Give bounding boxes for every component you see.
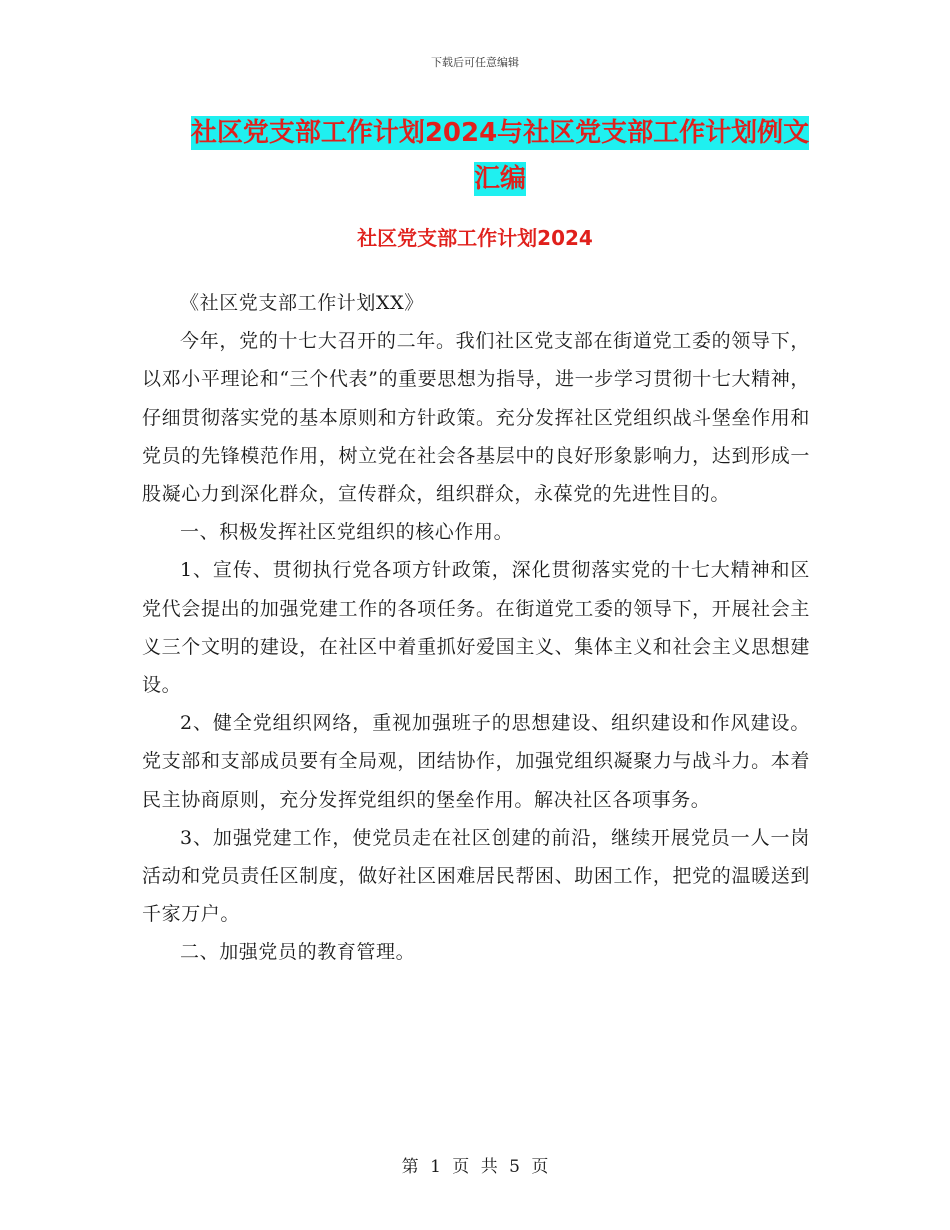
paragraph-heading-2: 二、加强党员的教育管理。 bbox=[180, 941, 416, 964]
header-note: 下载后可任意编辑 bbox=[431, 56, 519, 69]
title-line-2: 汇编 bbox=[473, 164, 526, 194]
paragraph-item-2: 2、健全党组织网络，重视加强班子的思想建设、组织建设和作风建设。党支部和支部成员要有全局观，团结协作，加强党组织凝聚力与战斗力。本着民主协商原则，充分发挥党组织的堡垒作用。解决社区各项事务。 bbox=[142, 712, 810, 811]
title-line-1: 社区党支部工作计划2024与社区党支部工作计划例文 bbox=[190, 118, 810, 148]
paragraph-item-3: 3、加强党建工作，使党员走在社区创建的前沿，继续开展党员一人一岗活动和党员责任区制度，做好社区困难居民帮困、助困工作，把党的温暖送到千家万户。 bbox=[142, 826, 810, 926]
document-title bbox=[140, 110, 860, 202]
paragraph-intro: 今年，党的十七大召开的二年。我们社区党支部在街道党工委的领导下，以邓小平理论和“三个代表”的重要思想为指导，进一步学习贯彻十七大精神，仔细贯彻落实党的基本原则和方针政策。充分发挥社区党组织战斗堡垒作用和党员的先锋模范作用，树立党在社会各基层中的良好形象影响力，达到形成一股凝心力到深化群众，宣传群众，组织群众，永葆党的先进性目的。 bbox=[142, 330, 810, 506]
paragraph-subtitle: 《社区党支部工作计划XX》 bbox=[180, 292, 424, 314]
paragraph-heading-1: 一、积极发挥社区党组织的核心作用。 bbox=[180, 521, 514, 544]
section-title: 社区党支部工作计划2024 bbox=[357, 226, 593, 250]
paragraph-item-1: 1、宣传、贯彻执行党各项方针政策，深化贯彻落实党的十七大精神和区党代会提出的加强党建工作的各项任务。在街道党工委的领导下，开展社会主义三个文明的建设，在社区中着重抓好爱国主义、集体主义和社会主义思想建设。 bbox=[142, 559, 810, 697]
page-footer: 第 1 页 共 5 页 bbox=[401, 1157, 549, 1177]
document-body bbox=[142, 284, 810, 972]
